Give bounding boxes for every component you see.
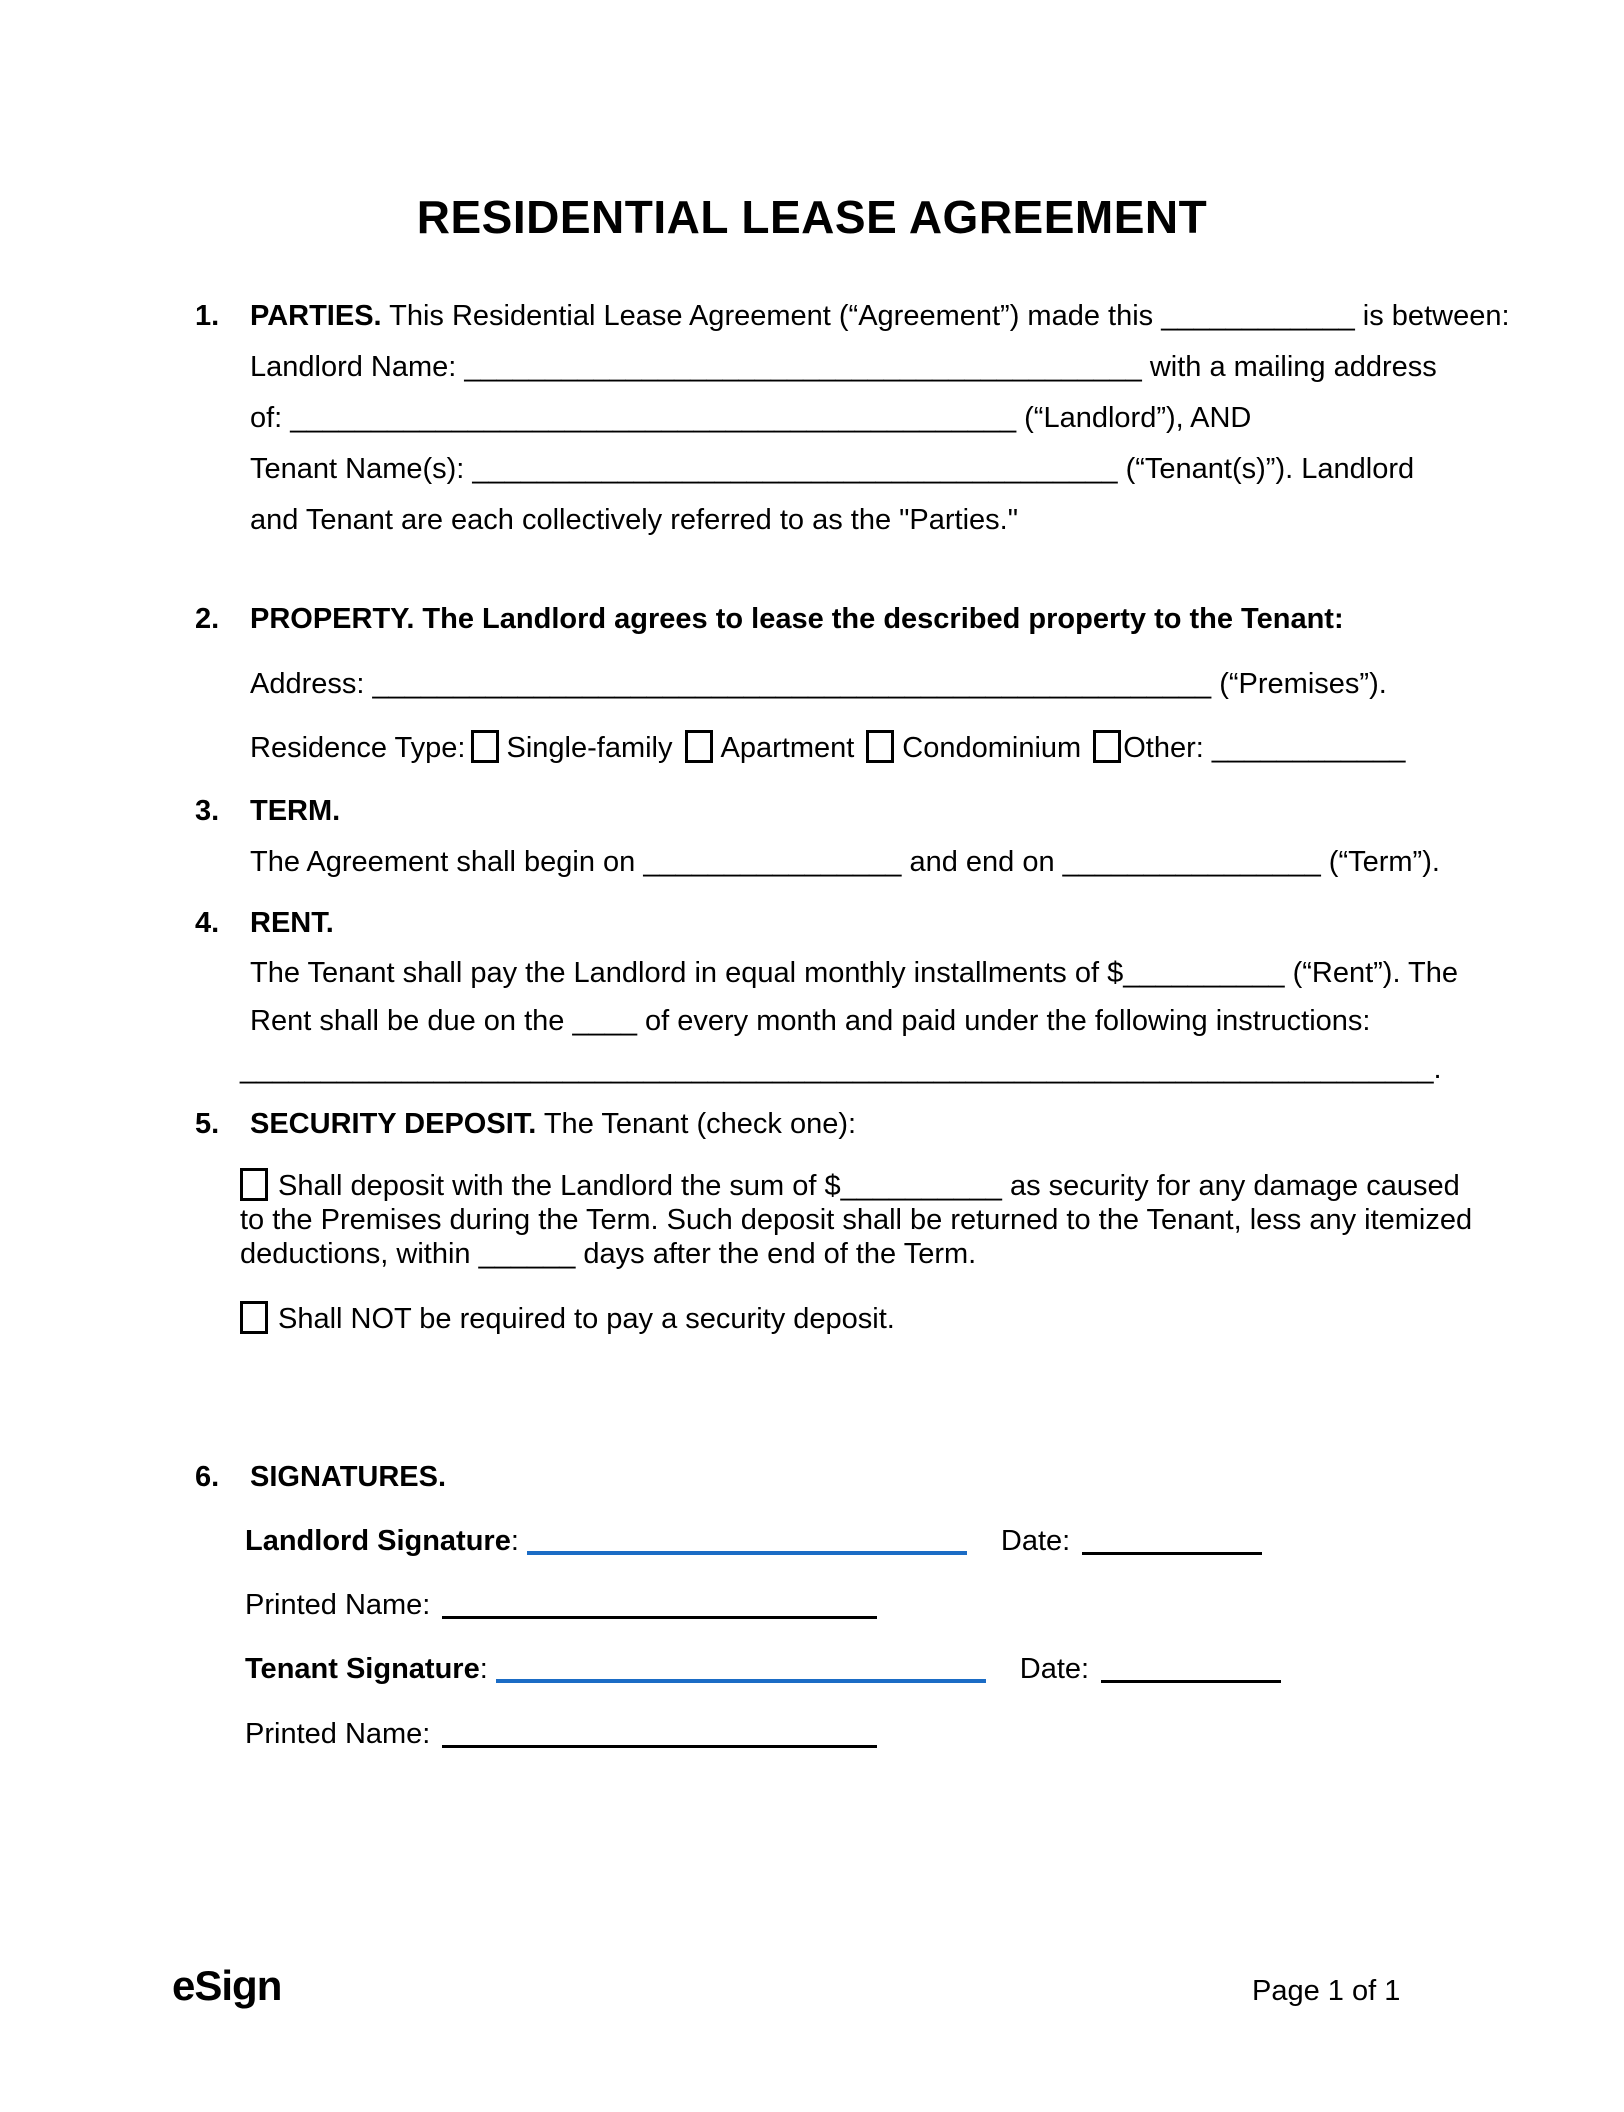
deposit-option-line-1 (240, 1168, 1460, 1204)
landlord-signature-label: Landlord Signature (245, 1525, 511, 1557)
document-title: RESIDENTIAL LEASE AGREEMENT (416, 191, 1208, 243)
parties-heading-line (195, 298, 1510, 334)
term-section-number: 3. (195, 795, 220, 827)
landlord-signature-field[interactable] (527, 1551, 967, 1555)
security-intro-text: The Tenant (check one): (536, 1108, 857, 1140)
label-colon: : (479, 1653, 488, 1685)
page-number-label: Page 1 of 1 (1252, 1975, 1401, 2007)
landlord-name-line: Landlord Name: __________________________________________ with a mailing address (250, 351, 1437, 383)
residence-option-label: Condominium (902, 732, 1082, 764)
landlord-address-line: of: _____________________________________________ (“Landlord”), AND (250, 402, 1252, 434)
tenant-printed-name-row (245, 1716, 877, 1752)
deposit-option-line-3: deductions, within ______ days after the end of the Term. (240, 1238, 977, 1270)
term-heading: TERM. (250, 795, 341, 827)
property-section-number: 2. (195, 603, 220, 635)
deposit-option-text: Shall deposit with the Landlord the sum of $__________ as security for any damage caused (278, 1170, 1460, 1202)
security-heading: SECURITY DEPOSIT. (250, 1108, 537, 1140)
payment-instructions-blank[interactable]: __________________________________________________________________________. (240, 1053, 1442, 1085)
rent-section-number: 4. (195, 907, 220, 939)
security-deposit-heading-line (195, 1106, 856, 1142)
security-section-number: 5. (195, 1108, 220, 1140)
parties-closing-line: and Tenant are each collectively referred to as the "Parties." (250, 504, 1019, 536)
rent-heading-line (195, 905, 334, 941)
tenant-printed-name-label: Printed Name: (245, 1718, 431, 1750)
residence-type-line (250, 730, 1405, 766)
other-blank-field[interactable]: ____________ (1203, 732, 1406, 764)
residence-type-label: Residence Type: (250, 732, 466, 764)
tenant-date-field[interactable] (1101, 1680, 1281, 1683)
term-body-line: The Agreement shall begin on ________________ and end on ________________ (“Term”). (250, 846, 1440, 878)
tenant-signature-label: Tenant Signature (245, 1653, 480, 1685)
single-family-checkbox[interactable] (471, 730, 499, 763)
tenant-name-line: Tenant Name(s): ________________________________________ (“Tenant(s)”). Landlord (250, 453, 1415, 485)
parties-intro-text: This Residential Lease Agreement (“Agreement”) made this ____________ is between: (381, 300, 1510, 332)
condominium-checkbox[interactable] (866, 730, 894, 763)
esign-logo: eSign (172, 1962, 282, 2009)
no-deposit-option-line (240, 1301, 895, 1337)
shall-deposit-checkbox[interactable] (240, 1168, 268, 1201)
tenant-printed-name-field[interactable] (442, 1745, 877, 1748)
property-heading-line (195, 601, 1344, 637)
residence-option-label: Other: (1123, 732, 1204, 764)
deposit-option-line-2: to the Premises during the Term. Such deposit shall be returned to the Tenant, less any itemized (240, 1204, 1473, 1236)
landlord-signature-row (245, 1523, 1262, 1559)
landlord-date-field[interactable] (1082, 1552, 1262, 1555)
property-heading: PROPERTY. (250, 603, 415, 635)
no-deposit-checkbox[interactable] (240, 1301, 268, 1334)
residence-option-label: Single-family (506, 732, 673, 764)
label-colon: : (510, 1525, 519, 1557)
signatures-heading: SIGNATURES. (250, 1461, 447, 1493)
landlord-date-label: Date: (1000, 1525, 1071, 1557)
landlord-printed-name-row (245, 1587, 877, 1623)
apartment-checkbox[interactable] (685, 730, 713, 763)
landlord-printed-name-field[interactable] (442, 1616, 877, 1619)
property-address-line: Address: ____________________________________________________ (“Premises”). (250, 668, 1387, 700)
other-checkbox[interactable] (1093, 730, 1121, 763)
landlord-printed-name-label: Printed Name: (245, 1589, 431, 1621)
residence-option-label: Apartment (720, 732, 855, 764)
parties-section-number: 1. (195, 300, 220, 332)
tenant-date-label: Date: (1019, 1653, 1090, 1685)
no-deposit-option-text: Shall NOT be required to pay a security deposit. (278, 1303, 895, 1335)
rent-heading: RENT. (250, 907, 334, 939)
rent-body-line-1: The Tenant shall pay the Landlord in equal monthly installments of $__________ (“Rent”). The (250, 957, 1459, 989)
signatures-section-number: 6. (195, 1461, 220, 1493)
parties-heading: PARTIES. (250, 300, 382, 332)
tenant-signature-field[interactable] (496, 1679, 986, 1683)
tenant-signature-row (245, 1651, 1281, 1687)
term-heading-line (195, 793, 340, 829)
signatures-heading-line (195, 1459, 446, 1495)
rent-body-line-2: Rent shall be due on the ____ of every month and paid under the following instructions: (250, 1005, 1371, 1037)
property-intro-text: The Landlord agrees to lease the described property to the Tenant: (414, 603, 1344, 635)
